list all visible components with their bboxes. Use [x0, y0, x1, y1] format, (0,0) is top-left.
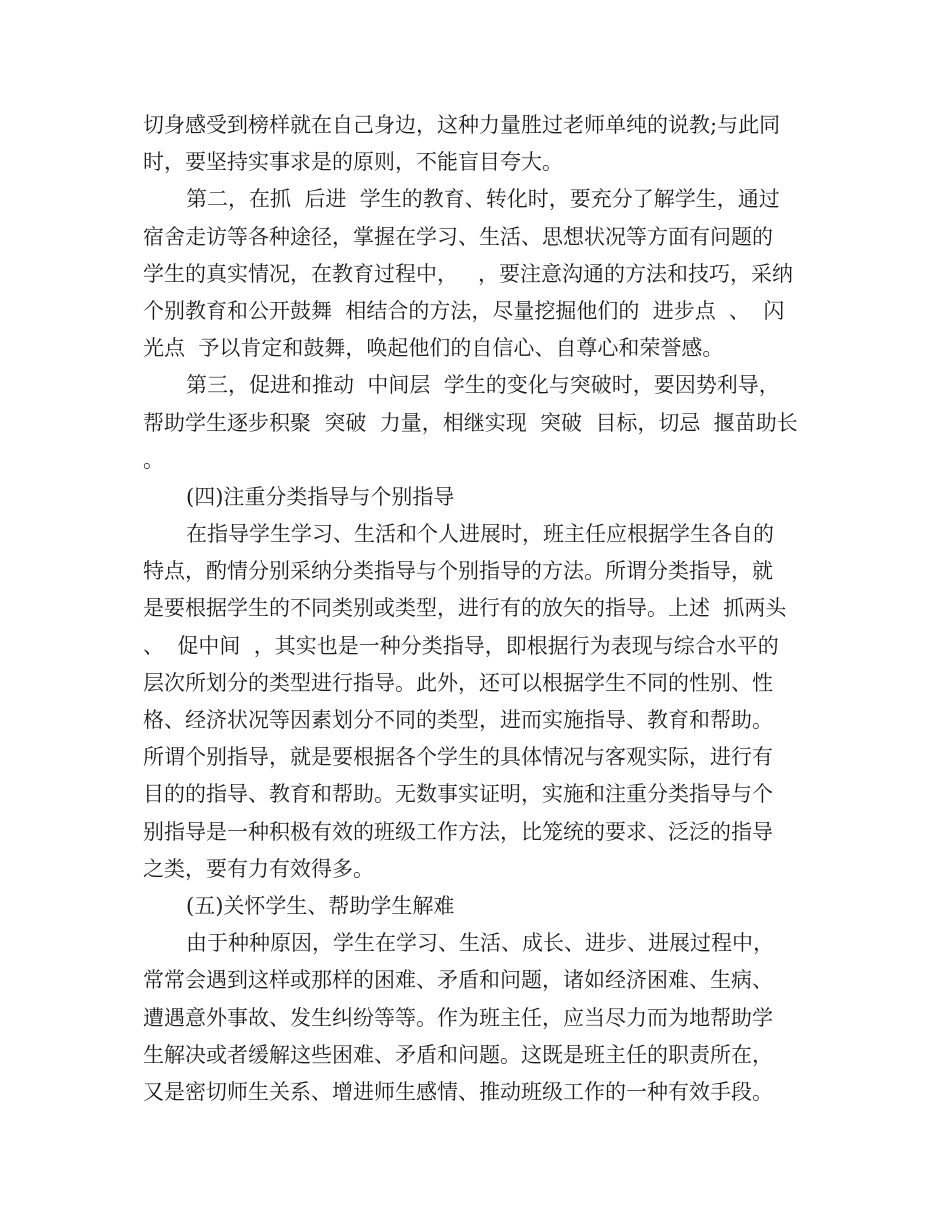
text-line: 层次所划分的类型进行指导。此外，还可以根据学生不同的性别、性: [143, 670, 773, 695]
text-line: 目的的指导、教育和帮助。无数事实证明，实施和注重分类指导与个: [143, 782, 773, 807]
body-text: [143, 107, 823, 1111]
text-line: 生解决或者缓解这些困难、矛盾和问题。这既是班主任的职责所在，: [143, 1042, 773, 1067]
text-line: 是要根据学生的不同类别或类型，进行有的放矢的指导。上述 抓两头: [143, 596, 787, 621]
text-line: 光点 予以肯定和鼓舞，唤起他们的自信心、自尊心和荣誉感。: [143, 336, 724, 361]
paragraph-start-line: 第三，促进和推动 中间层 学生的变化与突破时，要因势利导，: [186, 373, 780, 398]
text-line: 别指导是一种积极有效的班级工作方法，比笼统的要求、泛泛的指导: [143, 819, 773, 844]
text-line: 特点，酌情分别采纳分类指导与个别指导的方法。所谓分类指导，就: [143, 559, 773, 584]
text-line: 遭遇意外事故、发生纠纷等等。作为班主任，应当尽力而为地帮助学: [143, 1005, 773, 1030]
paragraph-start-line: 第二，在抓 后进 学生的教育、转化时，要充分了解学生，通过: [186, 187, 780, 212]
section-heading: (四)注重分类指导与个别指导: [186, 484, 455, 509]
text-line: 切身感受到榜样就在自己身边，这种力量胜过老师单纯的说教;与此同: [143, 113, 781, 137]
text-line: 时，要坚持实事求是的原则，不能盲目夸大。: [143, 150, 563, 175]
paragraph-start-line: 在指导学生学习、生活和个人进展时，班主任应根据学生各自的: [186, 522, 774, 547]
text-line: 帮助学生逐步积聚 突破 力量，相继实现 突破 目标，切忌 揠苗助长: [143, 410, 798, 435]
text-line: 所谓个别指导，就是要根据各个学生的具体情况与客观实际，进行有: [143, 745, 773, 770]
text-line: 宿舍走访等各种途径，掌握在学习、生活、思想状况等方面有问题的: [143, 224, 773, 249]
text-line: 格、经济状况等因素划分不同的类型，进而实施指导、教育和帮助。: [143, 708, 773, 732]
text-line: 常常会遇到这样或那样的困难、矛盾和问题，诸如经济困难、生病、: [143, 968, 773, 993]
text-line: 个别教育和公开鼓舞 相结合的方法，尽量挖掘他们的 进步点 、 闪: [143, 298, 785, 323]
text-line: 又是密切师生关系、增进师生感情、推动班级工作的一种有效手段。: [143, 1079, 773, 1104]
text-line: 之类，要有力有效得多。: [143, 856, 374, 881]
text-line: 学生的真实情况，在教育过程中， ，要注意沟通的方法和技巧，采纳: [143, 261, 794, 286]
section-heading: (五)关怀学生、帮助学生解难: [186, 893, 455, 918]
text-line: 。: [143, 447, 164, 472]
text-line: 、 促中间 ，其实也是一种分类指导，即根据行为表现与综合水平的: [143, 633, 779, 658]
paragraph-start-line: 由于种种原因，学生在学习、生活、成长、进步、进展过程中，: [186, 931, 774, 956]
